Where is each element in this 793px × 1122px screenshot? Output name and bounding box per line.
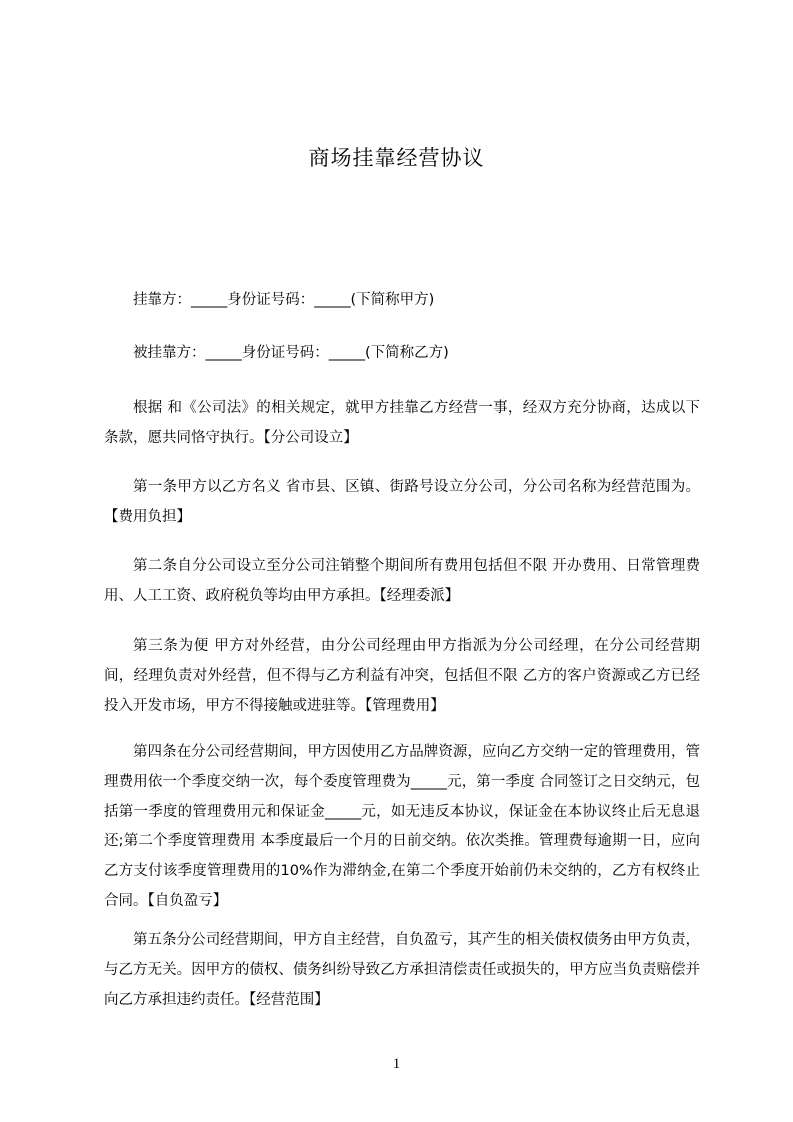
article-2-paragraph: 第二条自分公司设立至分公司注销整个期间所有费用包括但不限 开办费用、日常管理费用、人工工资、政府税负等均由甲方承担。【经理委派】 bbox=[104, 558, 700, 604]
page-number: 1 bbox=[392, 1056, 401, 1072]
article-3-paragraph: 第三条为便 甲方对外经营，由分公司经理由甲方指派为分公司经理，在分公司经营期间，经理负责对外经营，但不得与乙方利益有冲突，包括但不限 乙方的客户资源或乙方已经投入开发市场，甲方不得接触或进驻等。【管理费用】 bbox=[104, 638, 700, 714]
article-4-paragraph: 第四条在分公司经营期间，甲方因使用乙方品牌资源，应向乙方交纳一定的管理费用，管理费用依一个季度交纳一次，每个委度管理费为_____元，第一季度 合同签订之日交纳元，包括第一季度的管理费用元和保证金_____元，如无违反本协议，保证金在本协议终止后无息退还;第二个季度管理费用 本季度最后一个月的日前交纳。依次类推。管理费每逾期一日，应向乙方支付该季度管理费用的10%作为滞纳金,在第二个季度开始前仍未交纳的，乙方有权终止合同。【自负盈亏】 bbox=[104, 744, 700, 909]
article-5-paragraph: 第五条分公司经营期间，甲方自主经营，自负盈亏，其产生的相关债权债务由甲方负责，与乙方无关。因甲方的债权、债务纠纷导致乙方承担清偿责任或损失的，甲方应当负责赔偿并向乙方承担违约责任。【经营范围】 bbox=[104, 932, 700, 1008]
document-title: 商场挂靠经营协议 bbox=[308, 146, 485, 170]
party-b-line: 被挂靠方：_____身份证号码：_____(下简称乙方) bbox=[133, 345, 449, 361]
party-a-line: 挂靠方：_____身份证号码：_____(下简称甲方) bbox=[133, 292, 435, 308]
preamble-paragraph: 根据 和《公司法》的相关规定，就甲方挂靠乙方经营一事，经双方充分协商，达成以下条款，愿共同恪守执行。【分公司设立】 bbox=[104, 400, 700, 446]
article-1-paragraph: 第一条甲方以乙方名义 省市县、区镇、街路号设立分公司，分公司名称为经营范围为。【费用负担】 bbox=[104, 479, 700, 525]
